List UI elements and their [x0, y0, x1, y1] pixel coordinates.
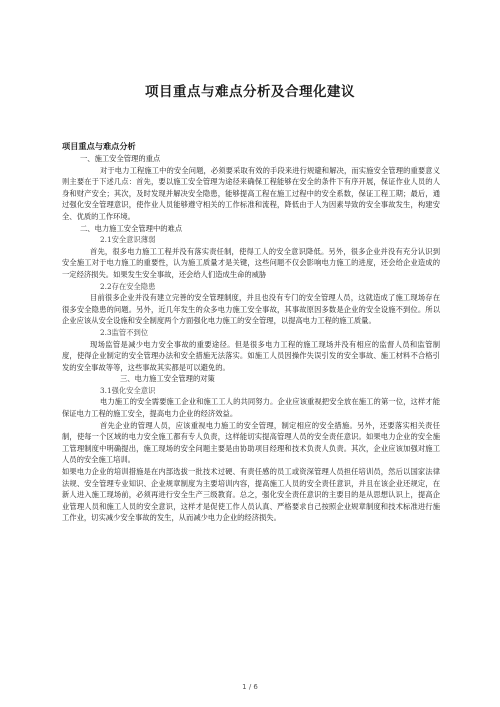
heading-2-2: 2.2存在安全隐患 [100, 281, 156, 291]
document-title: 项目重点与难点分析及合理化建议 [145, 84, 355, 100]
paragraph-2-1: 首先，很多电力施工工程并没有落实责任制，使得工人的安全意识降低。另外，很多企业并没有充分认识到安全施工对于电力施工的重要性，认为施工质量才是关键，这些问题不仅会影响电力施工的进度，还会给企业造成的一定经济损失。如果发生安全事故，还会给人们造成生命的威胁 [62, 246, 440, 279]
section-heading: 项目重点与难点分析 [62, 141, 136, 151]
paragraph-3-1b: 首先企业的管理人员，应该重视电力施工的安全管理，制定相应的安全措施。另外，还要落实相关责任制，使每一个区域的电力安全施工都有专人负责，这样能切实提高管理人员的安全责任意识。如果电力企业的安全施工管理制度中明确提出，施工现场的安全问题主要是由协助项目经理和技术负责人负责。其次，企业应该加强对施工人员的安全施工培训。 [62, 420, 440, 465]
paragraph-3-1a: 电力施工的安全需要施工企业和施工工人的共同努力。企业应该重视把安全放在施工的第一位，这样才能保证电力工程的施工安全，提高电力企业的经济效益。 [62, 397, 440, 419]
heading-1: 一、施工安全管理的重点 [80, 154, 161, 163]
heading-2-1: 2.1安全意识薄弱 [100, 235, 156, 245]
page-indicator: 1 / 6 [242, 683, 258, 691]
heading-3-1: 3.1强化安全意识 [100, 385, 156, 395]
paragraph-2-3: 现场监管是减少电力安全事故的重要途径。但是很多电力工程的施工现场并没有相应的监督人员和监管制度，使得企业制定的安全管理办法和安全措施无法落实。如施工人员因操作失误引发的安全事故、施工材料不合格引发的安全事故等等，这些事故其实都是可以避免的。 [62, 339, 440, 372]
heading-3: 三、电力施工安全管理的对策 [120, 374, 215, 384]
heading-2: 二、电力施工安全管理中的难点 [80, 223, 183, 233]
paragraph-1: 对于电力工程施工中的安全问题，必须要采取有效的手段来进行规避和解决，而实施安全管理的重要意义则主要在于下述几点：首先，要以施工安全管理为途径来确保工程能够在安全的条件下有序开展，保证作业人员的人身和财产安全；其次，及时发现并解决安全隐患，能够提高工程在施工过程中的安全系数，保证工程工期；最后，通过强化安全管理意识，使作业人员能够遵守相关的工作标准和流程，降低由于人为因素导致的安全事故发生，构建安全、优质的工作环境。 [62, 165, 440, 221]
heading-2-3: 2.3监管不到位 [100, 327, 149, 337]
paragraph-2-2: 目前很多企业并没有建立完善的安全管理制度，并且也没有专门的安全管理人员，这就造成了施工现场存在很多安全隐患的问题。另外，近几年发生的众多电力施工安全事故，其事故原因多数是企业的安全设施不到位。所以企业应该从安全设施和安全制度两个方面强化电力施工的安全管理，以提高电力工程的施工质量。 [62, 293, 440, 326]
paragraph-3-1c: 如果电力企业的培训措施是在内部选拔一批技术过硬、有责任感的员工或资深管理人员担任培训员，然后以国家法律法规、安全管理专业知识、企业规章制度为主要培训内容，提高施工人员的安全责任意识，并且在该企业还规定，在新人进入施工现场前，必须再进行安全生产三级教育。总之，强化安全责任意识的主要目的是从思想认识上，提高企业管理人员和施工人员的安全意识，这样才是促使工作人员认真、严格要求自己按照企业规章制度和技术标准进行施工作业，切实减少安全事故的发生，从而减少电力企业的经济损失。 [62, 467, 440, 523]
document-body [62, 140, 440, 524]
